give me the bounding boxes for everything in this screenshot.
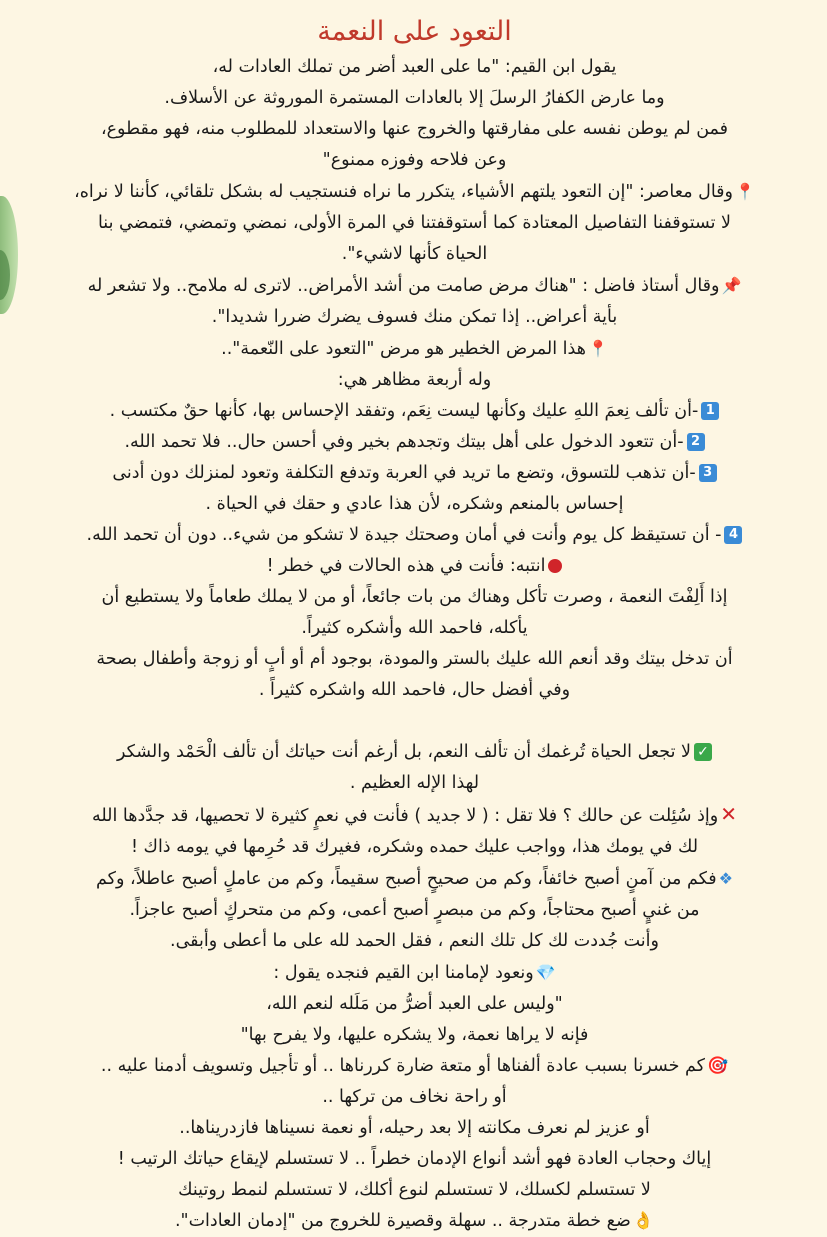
article-body [24, 0, 805, 1237]
text-line: يقول ابن القيم: "ما على العبد أضر من تملك العادات له، [212, 57, 617, 77]
cross-mark-icon: ✕ [720, 802, 737, 826]
paragraph-target: 🎯كم خسرنا بسبب عادة ألفناها أو متعة ضارة كررناها .. أو تأجيل وتسويف أدمنا عليه .. أو راحة نخاف من تركها .. أو عزيز لم نعرف مكانته إلا بعد رحيله، أو نعمة نسيناها فازدريناها.. إياك وحجاب العادة فهو أشد أنواع الإدمان خطراً .. لا تستسلم لإيقاع حياتك الرتيب ! لا تستسلم لكسلك، لا تستسلم لنوع أكلك، لا تستسلم لنمط روتينك [100, 1056, 729, 1200]
text-line: وله أربعة مظاهر هي: [337, 370, 492, 390]
pin-icon: 📍 [587, 339, 608, 358]
warning-line: انتبه: فأنت في هذه الحالات في خطر ! [24, 551, 805, 582]
diamond-dots-icon: ❖ [718, 869, 733, 888]
spacer [24, 706, 805, 737]
list-item: 4- أن تستيقظ كل يوم وأنت في أمان وصحتك جيدة لا تشكو من شيء.. دون أن تحمد الله. [24, 520, 805, 551]
gem-icon: 💎 [535, 963, 556, 982]
check-mark-icon: ✓ [694, 743, 712, 761]
pushpin-icon: 📌 [721, 276, 742, 295]
paragraph-gem: 💎ونعود لإمامنا ابن القيم فنجده يقول : "وليس على العبد أضرُّ من مَلَله لنعم الله، فإنه لا يراها نعمة، ولا يشكره عليها، ولا يفرح بها" [240, 963, 589, 1045]
red-circle-icon [548, 559, 562, 573]
number-3-icon: 3 [699, 464, 717, 482]
list-item: 1-أن تألف نِعمَ اللهِ عليك وكأنها ليست نِعَم، وتفقد الإحساس بها، كأنها حقٌ مكتسب . [24, 396, 805, 427]
text-line: 📌وقال أستاذ فاضل : "هناك مرض صامت من أشد الأمراض.. لاترى له ملامح.. ولا تشعر له [87, 276, 742, 296]
paragraph-diamond: ❖فكم من آمنٍ أصبح خائفاً، وكم من صحيحٍ أصبح سقيماً، وكم من عاملٍ أصبح عاطلاً، وكم من غنيٍ أصبح محتاجاً، وكم من مبصرٍ أصبح أعمى، وكم من متحركٍ أصبح عاجزاً. وأنت جُددت لك كل تلك النعم ، فقل الحمد لله على ما أعطى وأبقى. [96, 869, 733, 951]
text-line: فمن لم يوطن نفسه على مفارقتها والخروج عنها والاستعداد للمطلوب منه، فهو مقطوع، [100, 119, 729, 139]
list-item: 3-أن تذهب للتسوق، وتضع ما تريد في العربة وتدفع التكلفة وتعود لمنزلك دون أدنى إحساس بالمنعم وشكره، لأن هذا عادي و حقك في الحياة . [24, 458, 805, 520]
text-line: لا تستوقفنا التفاصيل المعتادة كما أستوقفتنا في المرة الأولى، نمضي وتمضي، فتمضي بنا [97, 213, 732, 233]
paragraph-cross: ✕وإذ سُئِلت عن حالك ؟ فلا تقل : ( لا جديد ) فأنت في نعمٍ كثيرة لا تحصيها، قد جدَّدها الله لك في يومك هذا، وواجب عليك حمده وشكره، فغيرك قد حُرِمها في يومه ذاك ! [91, 802, 737, 857]
text-line: وما عارض الكفارُ الرسلَ إلا بالعادات المستمرة الموروثة عن الأسلاف. [164, 88, 665, 108]
page-title: التعود على النعمة [317, 16, 512, 47]
list-item: 2-أن تتعود الدخول على أهل بيتك وتجدهم بخير وفي أحسن حال.. فلا تحمد الله. [24, 427, 805, 458]
text-line: 📍وقال معاصر: "إن التعود يلتهم الأشياء، يتكرر ما نراه فنستجيب له بشكل تلقائي، كأننا لا نراه، [74, 182, 755, 202]
number-1-icon: 1 [701, 402, 719, 420]
number-2-icon: 2 [687, 433, 705, 451]
paragraph-hand: 👌ضع خطة متدرجة .. سهلة وقصيرة للخروج من "إدمان العادات". [174, 1211, 655, 1231]
pin-icon: 📍 [735, 182, 755, 201]
number-4-icon: 4 [724, 526, 742, 544]
paragraph-professor [24, 270, 805, 333]
target-icon: 🎯 [706, 1056, 729, 1076]
text-line: الحياة كأنها لاشيء". [341, 244, 488, 264]
paragraph-blessing-home: أن تدخل بيتك وقد أنعم الله عليك بالستر والمودة، بوجود أم أو أبٍ أو زوجة وأطفال بصحة وفي أفضل حال، فاحمد الله واشكره كثيراً . [96, 649, 733, 700]
text-line: 📍هذا المرض الخطير هو مرض "التعود على النّعمة".. [221, 339, 608, 359]
ok-hand-icon: 👌 [632, 1211, 655, 1231]
text-line: بأية أعراض.. إذا تمكن منك فسوف يضرك ضررا شديدا". [211, 307, 618, 327]
paragraph-blessing-food: إذا أَلِفْتَ النعمة ، وصرت تأكل وهناك من بات جائعاً، أو من لا يملك طعاماً ولا يستطيع أن يأكله، فاحمد الله وأشكره كثيراً. [101, 587, 728, 638]
paragraph-contemporary [24, 176, 805, 270]
paragraph-four-signs [24, 365, 805, 396]
paragraph-ibn-qayyim [24, 52, 805, 176]
text-line: وعن فلاحه وفوزه ممنوع" [322, 150, 507, 170]
paragraph-check: ✓لا تجعل الحياة تُرغمك أن تألف النعم، بل أرغم أنت حياتك أن تألف الْحَمْد والشكر لهذا الإله العظيم . [24, 737, 805, 799]
paragraph-disease [24, 333, 805, 365]
